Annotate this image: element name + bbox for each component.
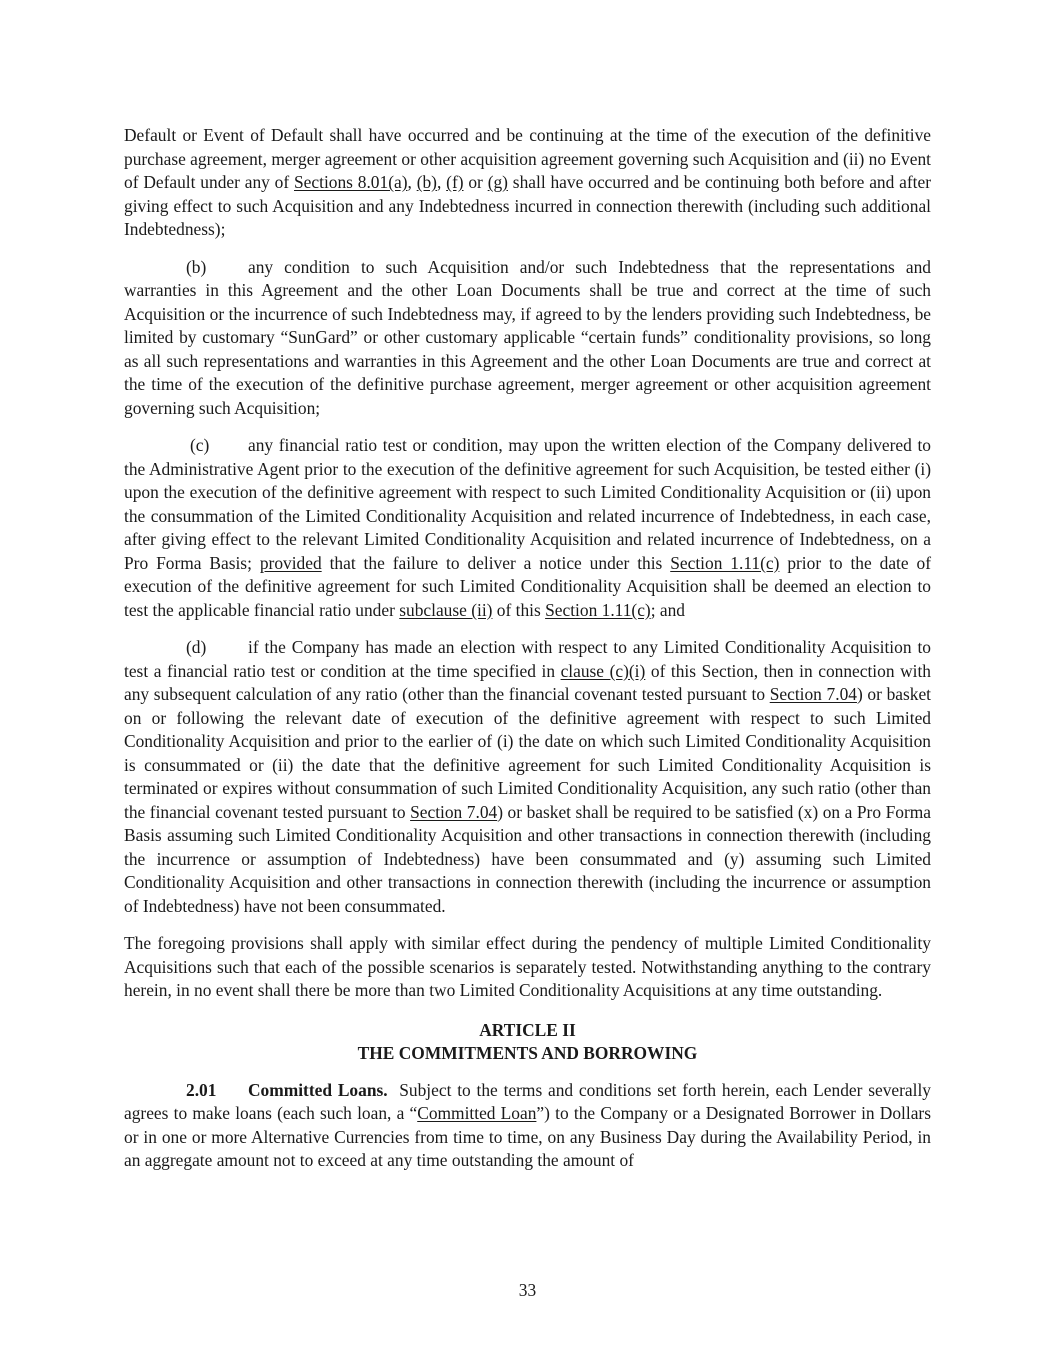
article-heading: [124, 1019, 931, 1066]
text: Subject to the terms and conditions set forth herein, each Lender severally agrees to make loans (each such loan, a “: [124, 1079, 936, 1123]
text: prior to the date of execution of the definitive agreement for such Limited Conditionality Acquisition shall be deemed an election to test the applicable financial ratio under: [124, 552, 931, 620]
cross-reference: Section 1.11(c): [545, 599, 651, 620]
cross-reference: Sections 8.01(a): [294, 172, 408, 192]
cross-reference: Section 7.04: [410, 801, 498, 822]
section-title: Committed Loans.: [248, 1079, 388, 1100]
clause-text: any financial ratio test or condition, may upon the written election of the Company delivered to the Administrative Agent prior to the execution of the definitive agreement for such Acquisition, be tested either (i) upon the execution of the definitive agreement with respect to such Limited Conditionality Acquisition or (ii) upon the consummation of the Limited Conditionality Acquisition and related incurrence of Indebtedness, in each case, after giving effect to the relevant Limited Conditionality Acquisition and related incurrence of Indebtedness, on a Pro Forma Basis;: [124, 435, 931, 573]
clause-label: (d): [186, 637, 207, 657]
text: or: [463, 172, 488, 192]
clause-label: (b): [186, 256, 207, 277]
defined-term: Committed Loan: [417, 1103, 537, 1123]
section-2-01: [124, 1079, 936, 1173]
text: that the failure to deliver a notice under this: [321, 552, 671, 573]
text: ) or basket on or following the relevant date of execution of the definitive agreement with respect to such Limited Conditionality Acquisition and prior to the earlier of (i) the date on which such Limited Conditionality Acquisition is consummated or (ii) the date that the definitive agreement for such Limited Conditionality Acquisition is terminated or expires without consummation of such Limited Conditionality Acquisition, any such ratio (other than the financial covenant tested pursuant to: [124, 684, 931, 822]
text: of this: [492, 599, 546, 620]
clause-text: any condition to such Acquisition and/or such Indebtedness that the representations and warranties in this Agreement and the other Loan Documents shall be true and correct at the time of such Acquisition or the incurrence of such Indebtedness may, if agreed to by the lenders providing such Indebtedness, be limited by customary “SunGard” or other customary applicable “certain funds” conditionality provisions, so long as all such representations and warranties in this Agreement and the other Loan Documents are true and correct at the time of the execution of the definitive purchase agreement, merger agreement or other acquisition agreement governing such Acquisition;: [124, 256, 931, 418]
text: ) or basket shall be required to be satisfied (x) on a Pro Forma Basis assuming such Limited Conditionality Acquisition and other transactions in connection therewith (including the incurrence or assumption of Indebtedness) have been consummated and (y) assuming such Limited Conditionality Acquisition and other transactions in connection therewith (including the incurrence or assumption of Indebtedness) have not been consummated.: [124, 801, 931, 916]
page-number: 33: [518, 1280, 537, 1300]
cross-reference: (g): [487, 172, 508, 192]
clause-text: if the Company has made an election with respect to any Limited Conditionality Acquisition to test a financial ratio test or condition at the time specified in: [124, 637, 931, 681]
article-number: ARTICLE II: [479, 1019, 576, 1040]
text: ,: [407, 172, 417, 192]
document-page: [124, 124, 936, 1187]
cross-reference: clause (c)(i): [560, 660, 646, 681]
section-number: 2.01: [186, 1079, 217, 1100]
text: ,: [436, 172, 447, 192]
text: Default or Event of Default shall have occurred and be continuing at the time of the execution of the definitive purchase agreement, merger agreement or other acquisition agreement governing such Acquisition and (ii) no Event of Default under any of: [124, 125, 931, 192]
clause-d: [124, 636, 931, 918]
proviso-term: provided: [259, 552, 322, 573]
cross-reference: subclause (ii): [399, 599, 493, 620]
paragraph-continued: [124, 124, 931, 242]
article-title: THE COMMITMENTS AND BORROWING: [357, 1043, 698, 1063]
text: of this Section, then in connection with any subsequent calculation of any ratio (other than the financial covenant tested pursuant to: [124, 660, 932, 704]
cross-reference: Section 1.11(c): [670, 552, 780, 573]
cross-reference: (f): [446, 172, 464, 192]
text: ”) to the Company or a Designated Borrower in Dollars or in one or more Alternative Currencies from time to time, on any Business Day during the Availability Period, in an aggregate amount not to exceed at any time outstanding the amount of: [124, 1103, 931, 1170]
paragraph-foregoing: The foregoing provisions shall apply with similar effect during the pendency of multiple Limited Conditionality Acquisitions such that each of the possible scenarios is separately tested. Notwithstanding anything to the contrary herein, in no event shall there be more than two Limited Conditionality Acquisitions at any time outstanding.: [124, 933, 931, 1000]
text: shall have occurred and be continuing both before and after giving effect to such Acquisition and any Indebtedness incurred in connection therewith (including such additional Indebtedness);: [124, 172, 931, 239]
clause-b: [124, 256, 931, 421]
cross-reference: (b): [416, 172, 437, 192]
cross-reference: Section 7.04: [769, 684, 857, 704]
clause-label: (c): [190, 435, 210, 455]
clause-c: [124, 434, 931, 622]
text: ; and: [650, 599, 686, 620]
